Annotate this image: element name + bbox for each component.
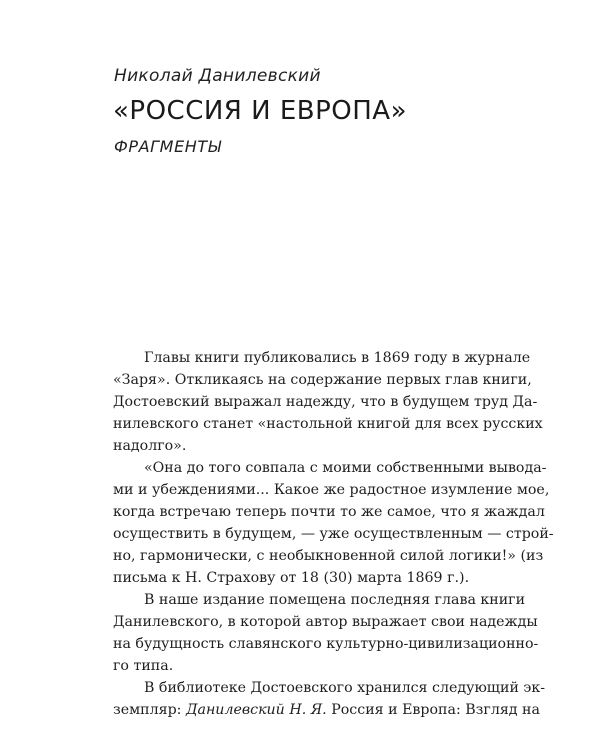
author-name: Николай Данилевский (114, 66, 321, 86)
text-line: «Заря». Откликаясь на содержание первых глав книги, (113, 372, 532, 388)
text-line: Главы книги публиковались в 1869 году в журнале (144, 350, 531, 366)
book-title: «РОССИЯ И ЕВРОПА» (113, 96, 408, 126)
section-subtitle: ФРАГМЕНТЫ (114, 137, 222, 156)
text-line: письма к Н. Страхову от 18 (30) марта 1869 г.). (113, 570, 470, 586)
text-line: нилевского станет «настольной книгой для всех русских (113, 416, 543, 432)
text-line (113, 699, 540, 721)
paragraph-1 (113, 347, 543, 457)
italic-author-ref: Данилевский Н. Я. (185, 702, 327, 718)
text-line: Данилевского, в которой автор выражает свои надежды (113, 614, 538, 630)
text-line: когда встречаю теперь почти то же самое, что я жаждал (113, 504, 545, 520)
text-fragment: земпляр: (113, 702, 186, 718)
body-text (113, 347, 554, 721)
text-line: Достоевский выражал надежду, что в будущем труд Да- (113, 394, 538, 410)
text-fragment: Россия и Европа: Взгляд на (326, 702, 540, 718)
text-line: «Она до того совпала с моими собственными вывода- (144, 460, 547, 476)
text-line: ми и убеждениями... Какое же радостное изумление мое, (113, 482, 550, 498)
text-line: В библиотеке Достоевского хранился следующий эк- (144, 680, 546, 696)
text-line: но, гармонически, с необыкновенной силой логики!» (из (113, 548, 544, 564)
text-line: на будущность славянского культурно-цивилизационно- (113, 636, 539, 652)
paragraph-2 (113, 457, 554, 589)
paragraph-3 (113, 589, 539, 677)
paragraph-4 (113, 677, 546, 721)
text-line: В наше издание помещена последняя глава книги (144, 592, 526, 608)
text-line: осуществить в будущем, — уже осуществленным — строй- (113, 526, 554, 542)
text-line: надолго». (113, 438, 187, 454)
text-line: го типа. (113, 658, 174, 674)
